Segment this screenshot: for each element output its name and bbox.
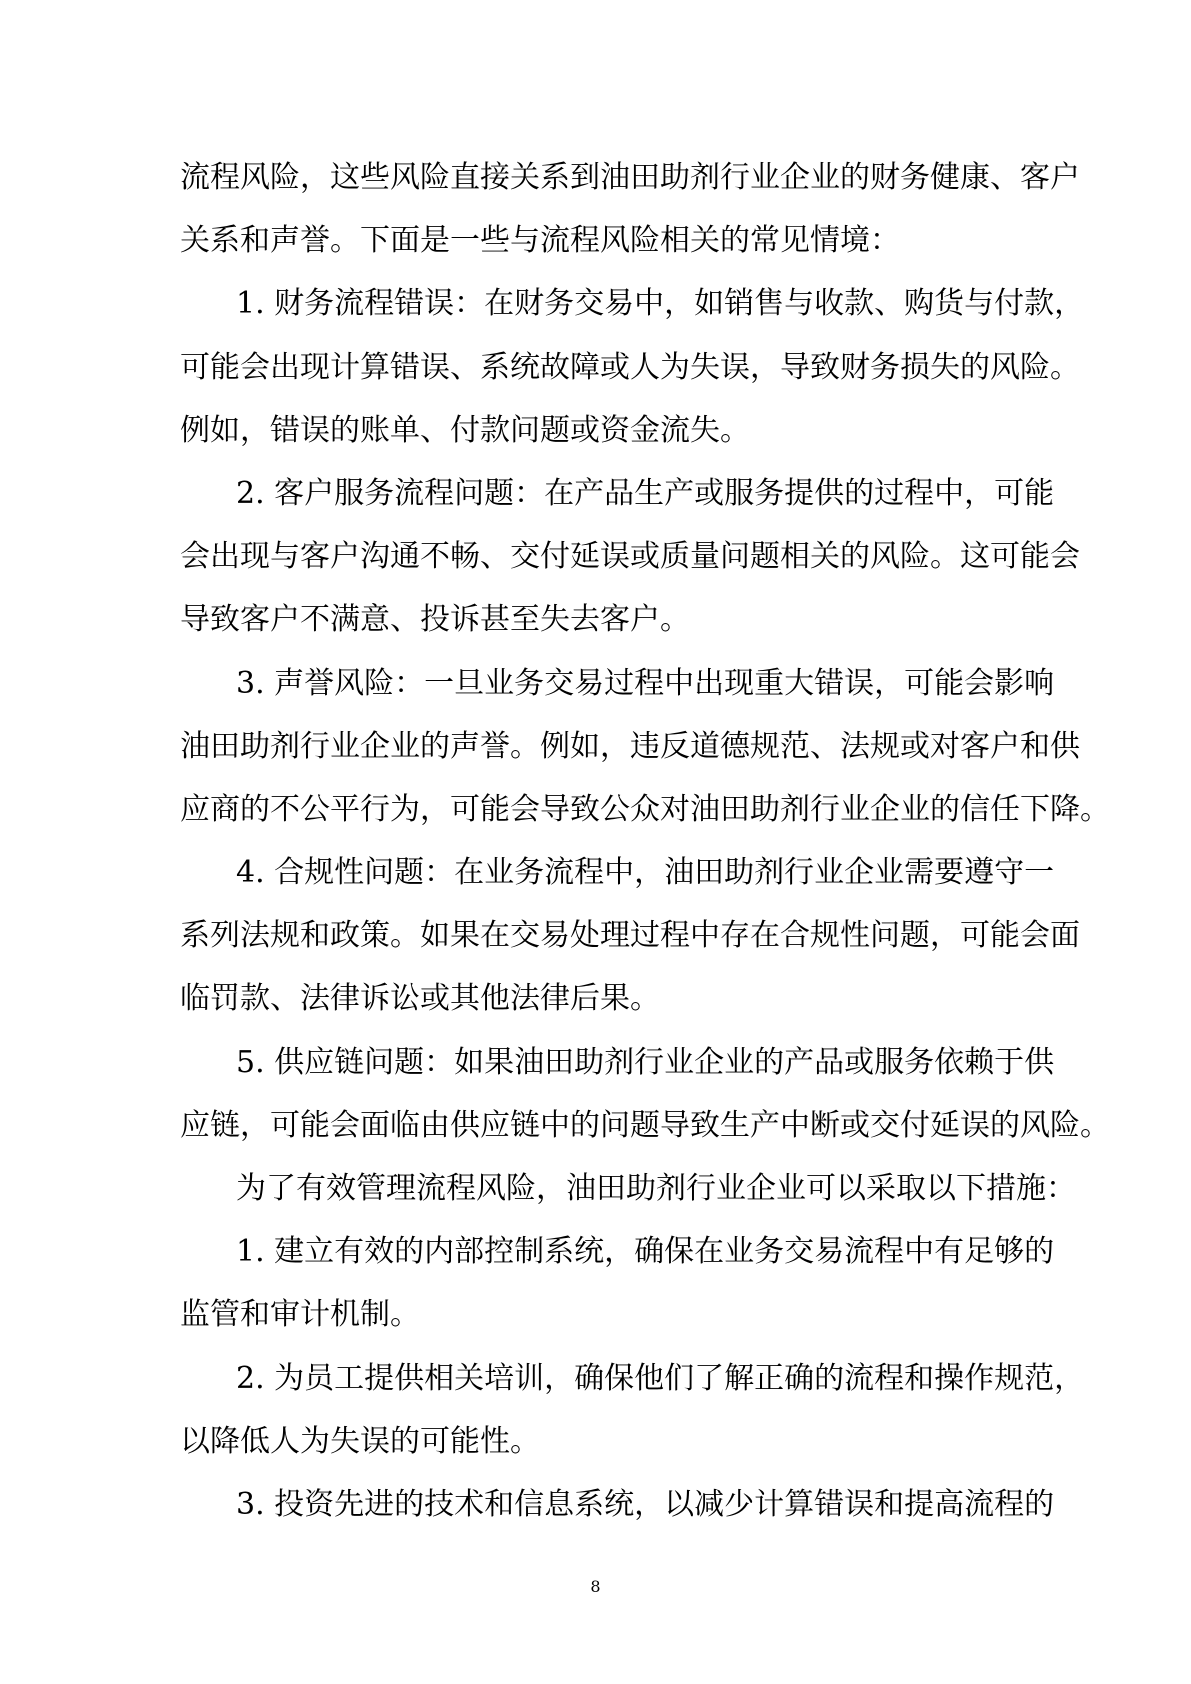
list-item-line: 1. 财务流程错误：在财务交易中，如销售与收款、购货与付款， [236,286,1085,322]
text-line: 监管和审计机制。 [180,1297,420,1333]
text-line: 系列法规和政策。如果在交易处理过程中存在合规性问题，可能会面 [180,918,1080,954]
page-number: 8 [590,1577,601,1596]
list-item-line: 2. 为员工提供相关培训，确保他们了解正确的流程和操作规范， [236,1360,1085,1396]
text-line: 应链，可能会面临由供应链中的问题导致生产中断或交付延误的风险。 [180,1107,1110,1143]
text-line: 以降低人为失误的可能性。 [180,1423,540,1459]
text-line: 会出现与客户沟通不畅、交付延误或质量问题相关的风险。这可能会 [180,539,1080,575]
list-item-line: 1. 建立有效的内部控制系统，确保在业务交易流程中有足够的 [236,1234,1055,1270]
text-line: 应商的不公平行为，可能会导致公众对油田助剂行业企业的信任下降。 [180,791,1110,827]
list-item-line: 4. 合规性问题：在业务流程中，油田助剂行业企业需要遵守一 [236,855,1055,891]
text-line: 流程风险，这些风险直接关系到油田助剂行业企业的财务健康、客户 [180,160,1080,195]
text-line: 可能会出现计算错误、系统故障或人为失误，导致财务损失的风险。 [180,349,1080,385]
text-line: 油田助剂行业企业的声誉。例如，违反道德规范、法规或对客户和供 [180,728,1080,764]
list-item-line: 5. 供应链问题：如果油田助剂行业企业的产品或服务依赖于供 [236,1044,1055,1080]
paragraph-line: 为了有效管理流程风险，油田助剂行业企业可以采取以下措施： [236,1171,1076,1206]
text-line: 例如，错误的账单、付款问题或资金流失。 [180,412,750,448]
text-line: 临罚款、法律诉讼或其他法律后果。 [180,981,660,1017]
list-item-line: 3. 声誉风险：一旦业务交易过程中出现重大错误，可能会影响 [236,665,1055,701]
list-item-line: 3. 投资先进的技术和信息系统，以减少计算错误和提高流程的 [236,1486,1055,1522]
list-item-line: 2. 客户服务流程问题：在产品生产或服务提供的过程中，可能 [236,475,1055,511]
text-line: 关系和声誉。下面是一些与流程风险相关的常见情境： [180,223,900,259]
text-line: 导致客户不满意、投诉甚至失去客户。 [180,602,690,638]
page-body [180,146,1110,1536]
